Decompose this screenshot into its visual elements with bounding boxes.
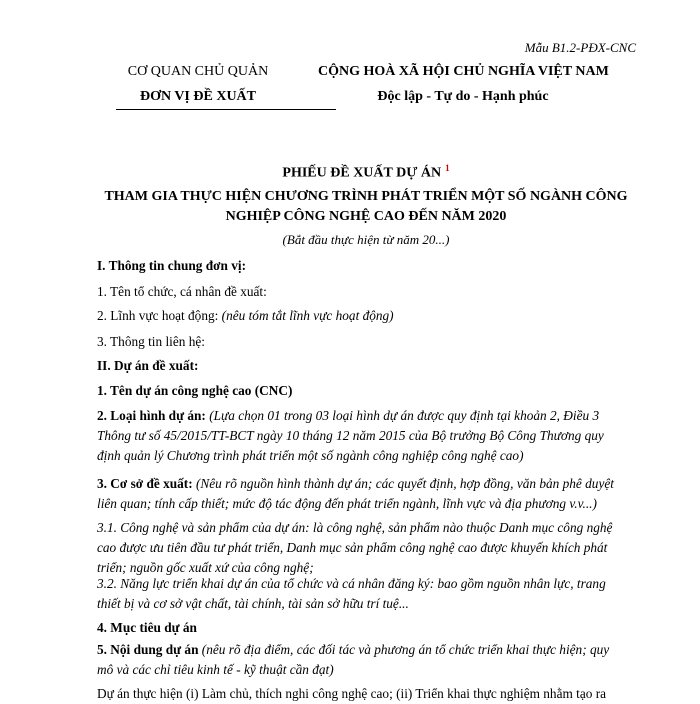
- section-2-item-1: 1. Tên dự án công nghệ cao (CNC): [97, 383, 293, 398]
- section-1-item-3: 3. Thông tin liên hệ:: [97, 334, 205, 349]
- proposing-unit-label: ĐƠN VỊ ĐỀ XUẤT: [139, 89, 257, 104]
- section-2-item-3-2: [97, 574, 637, 614]
- section-2-item-3-1-l1: 3.1. Công nghệ và sản phẩm của dự án: là công nghệ, sản phẩm nào thuộc Danh mục công nghệ: [97, 520, 613, 535]
- section-2-item-3-note-l1: (Nêu rõ nguồn hình thành dự án; các quyết định, hợp đồng, văn bản phê duyệt: [195, 476, 614, 491]
- national-title: CỘNG HOÀ XÃ HỘI CHỦ NGHĨA VIỆT NAM: [318, 64, 609, 79]
- section-2-item-2: [97, 406, 637, 466]
- section-2-item-5-note-l2: mô và các chỉ tiêu kinh tế - kỹ thuật cần đạt): [97, 662, 334, 677]
- section-1-item-1: 1. Tên tổ chức, cá nhân đề xuất:: [97, 284, 267, 299]
- section-1-item-2: [97, 306, 637, 326]
- document-subtitle-line2: NGHIỆP CÔNG NGHỆ CAO ĐẾN NĂM 2020: [225, 209, 507, 224]
- section-2-item-3-2-l2: thiết bị và cơ sở vật chất, tài chính, tài sản sở hữu trí tuệ...: [97, 596, 409, 611]
- section-2-item-5-label: 5. Nội dung dự án: [97, 642, 202, 657]
- section-2-item-3-1-l3: triển; nguồn gốc xuất xứ của công nghệ;: [97, 560, 314, 575]
- parent-agency-label: CƠ QUAN CHỦ QUẢN: [127, 64, 269, 79]
- section-2-item-5: [97, 640, 637, 680]
- start-year-note: (Bắt đầu thực hiện từ năm 20...): [282, 232, 450, 247]
- footnote-mark: 1: [445, 163, 450, 173]
- section-2-item-3-1-l2: cao được ưu tiên đầu tư phát triển, Danh mục sản phẩm công nghệ cao được khuyến khích phát: [97, 540, 608, 555]
- left-header-underline: [116, 109, 336, 110]
- section-2-item-2-note-l2: Thông tư số 45/2015/TT-BCT ngày 10 tháng 12 năm 2015 của Bộ trưởng Bộ Công Thương quy: [97, 428, 604, 443]
- section-1-item-2-note: (nêu tóm tắt lĩnh vực hoạt động): [221, 308, 394, 323]
- section-2-item-5-note-l1: (nêu rõ địa điểm, các đối tác và phương án tổ chức triển khai thực hiện; quy: [201, 642, 610, 657]
- section-2-item-3-1: [97, 518, 637, 578]
- section-2-item-4: 4. Mục tiêu dự án: [97, 620, 197, 635]
- document-title: [96, 163, 636, 182]
- section-2-item-3: [97, 474, 637, 514]
- national-motto: Độc lập - Tự do - Hạnh phúc: [377, 89, 549, 104]
- document-title-text: PHIẾU ĐỀ XUẤT DỰ ÁN: [282, 165, 442, 181]
- document-subtitle-line1: THAM GIA THỰC HIỆN CHƯƠNG TRÌNH PHÁT TRIỂN MỘT SỐ NGÀNH CÔNG: [104, 189, 628, 204]
- form-code: Mẫu B1.2-PĐX-CNC: [524, 40, 636, 55]
- section-1-item-2-label: 2. Lĩnh vực hoạt động:: [97, 308, 222, 323]
- section-2-item-2-label: 2. Loại hình dự án:: [97, 408, 210, 423]
- section-2-item-3-note-l2: liên quan; tính cấp thiết; mức độ tác động đến phát triển ngành, lĩnh vực và địa phương v.v...): [97, 496, 597, 511]
- section-2-item-3-2-l1: 3.2. Năng lực triển khai dự án của tổ chức và cá nhân đăng ký: bao gồm nguồn nhân lực, trang: [97, 576, 606, 591]
- section-1-heading: I. Thông tin chung đơn vị:: [97, 258, 247, 273]
- section-2-item-5-body: Dự án thực hiện (i) Làm chủ, thích nghi công nghệ cao; (ii) Triển khai thực nghiệm nhằm tạo ra: [97, 686, 607, 701]
- section-2-item-3-label: 3. Cơ sở đề xuất:: [97, 476, 196, 491]
- section-2-item-2-note-l1: (Lựa chọn 01 trong 03 loại hình dự án được quy định tại khoản 2, Điều 3: [209, 408, 600, 423]
- section-2-item-2-note-l3: định quản lý Chương trình phát triển một số ngành công nghiệp công nghệ cao): [97, 448, 524, 463]
- section-2-heading: II. Dự án đề xuất:: [97, 358, 199, 373]
